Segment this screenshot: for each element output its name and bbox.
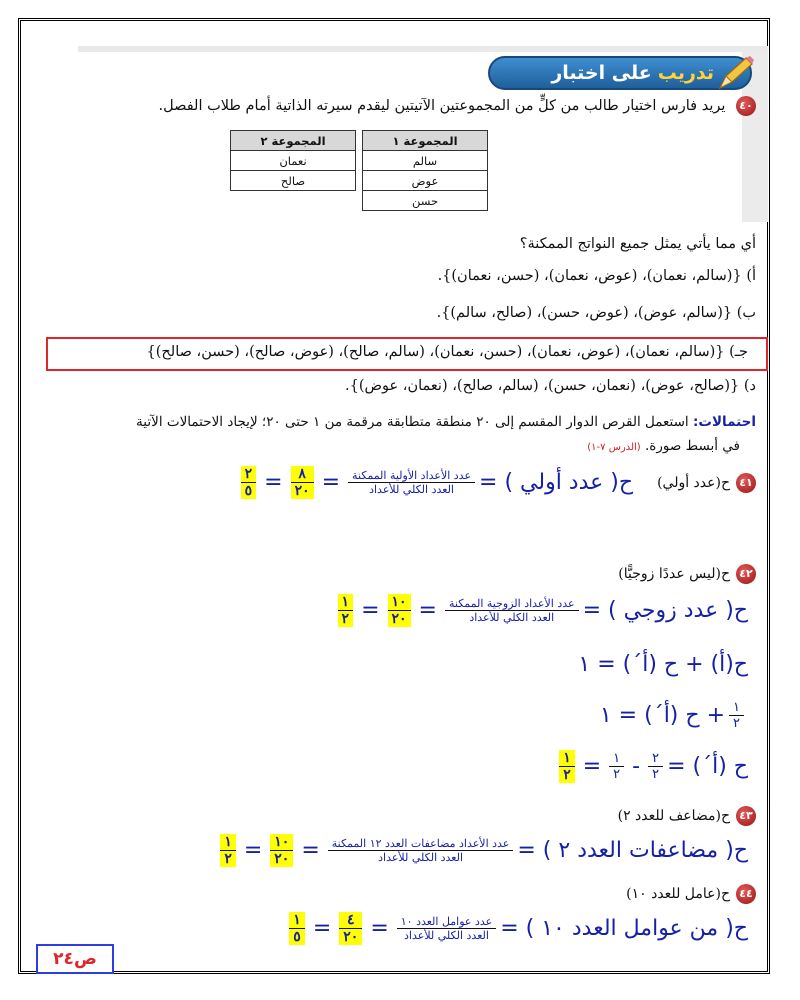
group2-table — [230, 130, 356, 191]
q41-label: ح(عدد أولي) — [657, 474, 730, 491]
q44-label: ح(عامل للعدد ١٠) — [626, 886, 730, 902]
fraction-numerator: ١ — [289, 912, 305, 929]
fraction-denominator: ٥ — [293, 929, 301, 945]
fraction-denominator: ٢٠ — [294, 483, 310, 499]
banner-rest: على اختبار — [551, 62, 652, 84]
q44-word-fraction — [397, 915, 496, 942]
q42-fraction-a — [388, 594, 411, 627]
fraction-numerator: عدد الأعداد الزوجية الممكنة — [445, 597, 579, 611]
equals-sign: = — [243, 838, 263, 863]
q42-label: ح(ليس عددًا زوجيًّا) — [618, 566, 730, 582]
fraction-numerator: ٤ — [339, 912, 362, 929]
fraction-denominator: ٥ — [244, 483, 253, 499]
q42-half-fraction — [729, 700, 744, 731]
fraction-denominator: ٢ — [224, 851, 232, 867]
fraction-numerator: ١ — [338, 594, 354, 611]
group1-cell: عوض — [363, 171, 488, 191]
fraction-numerator: عدد الأعداد الأولية الممكنة — [348, 469, 475, 483]
choice-text: {(سالم، عوض)، (عوض، حسن)، (صالح، سالم)}. — [436, 305, 733, 321]
q41-row — [237, 466, 756, 499]
fraction-denominator: العدد الكلي للأعداد — [404, 929, 489, 942]
q42-row4 — [555, 750, 748, 783]
q43-lhs: ح( مضاعفات العدد ٢ ) = — [517, 838, 748, 863]
q41-number: ٤١ — [736, 473, 756, 493]
fraction-denominator: ٢ — [341, 611, 350, 627]
q42-row1 — [334, 594, 748, 627]
choice-text: {(سالم، نعمان)، (عوض، نعمان)، (حسن، نعمان)}. — [437, 268, 742, 284]
q42-line4: ح (أ´) = — [667, 754, 748, 779]
page-number: ص٢٤ — [36, 944, 114, 974]
group1-header: المجموعة ١ — [363, 131, 488, 151]
equals-sign: = — [582, 754, 602, 779]
q43-fraction-a — [270, 834, 293, 867]
group1-cell: سالم — [363, 151, 488, 171]
fraction-denominator: ٢٠ — [274, 851, 290, 867]
q41-lhs: ح( عدد أولي ) = — [479, 470, 634, 495]
prob-title: احتمالات: — [692, 414, 756, 430]
q40-number: ٤٠ — [736, 96, 756, 116]
prob-intro-2 — [587, 438, 740, 454]
q41-word-fraction — [348, 469, 475, 496]
choice-label: ب) — [736, 305, 756, 321]
q42-line3: + ح (أ´) = ١ — [599, 703, 726, 728]
q42-row3 — [600, 700, 748, 731]
q40-line — [159, 96, 756, 116]
fraction-numerator: ١ — [559, 750, 575, 767]
fraction-denominator: ٢ — [563, 767, 571, 783]
q43-label: ح(مضاعف للعدد ٢) — [617, 808, 730, 824]
q40-text: يريد فارس اختيار طالب من كلٍّ من المجموعتين الآتيتين ليقدم سيرته الذاتية أمام طلاب الفصل. — [158, 98, 726, 114]
equals-sign: = — [361, 598, 380, 623]
q44-row — [285, 912, 748, 945]
choice-text: {(صالح، عوض)، (نعمان، حسن)، (سالم، صالح)، (نعمان، عوض)}. — [345, 378, 740, 394]
group1-table — [362, 130, 488, 211]
q42-number: ٤٢ — [736, 564, 756, 584]
pencil-icon — [716, 54, 756, 92]
q44-header — [626, 884, 756, 904]
equals-sign: = — [312, 916, 332, 941]
choice-label: جـ) — [729, 344, 748, 360]
q42-fraction-c — [648, 751, 663, 782]
fraction-denominator: ٢٠ — [343, 929, 359, 945]
equals-sign: = — [264, 470, 283, 495]
minus-sign: - — [632, 754, 641, 779]
fraction-numerator: ٢ — [241, 466, 257, 483]
q44-fraction-b — [289, 912, 305, 945]
fraction-numerator: ٨ — [291, 466, 314, 483]
q41-fraction-a — [291, 466, 314, 499]
fraction-denominator: ٢٠ — [391, 611, 407, 627]
choice-c[interactable] — [147, 344, 748, 360]
group2-cell: صالح — [231, 171, 356, 191]
prob-text2: في أبسط صورة. — [645, 438, 740, 454]
choice-label: د) — [743, 378, 756, 394]
fraction-denominator: ٢ — [652, 767, 660, 782]
choice-label: أ) — [746, 268, 756, 284]
equals-sign: = — [370, 916, 389, 941]
q43-number: ٤٣ — [736, 806, 756, 826]
fraction-numerator: ١ — [609, 751, 624, 767]
fraction-numerator: عدد عوامل العدد ١٠ — [397, 915, 496, 929]
equals-sign: = — [418, 598, 437, 623]
lesson-ref: (الدرس ٧-١) — [587, 442, 641, 453]
q43-header — [618, 806, 756, 826]
question-line: أي مما يأتي يمثل جميع النواتج الممكنة؟ — [519, 236, 756, 252]
equals-sign: = — [301, 838, 320, 863]
prob-intro — [136, 414, 756, 430]
choice-a[interactable] — [438, 268, 756, 284]
fraction-denominator: العدد الكلي للأعداد — [469, 611, 555, 624]
fraction-numerator: ١٠ — [270, 834, 293, 851]
q43-row — [216, 834, 748, 867]
group1-cell: حسن — [363, 191, 488, 211]
fraction-denominator: العدد الكلي للأعداد — [369, 483, 454, 496]
fraction-numerator: ٢ — [648, 751, 663, 767]
equals-sign: = — [321, 470, 341, 495]
q42-fraction-e — [559, 750, 575, 783]
choice-b[interactable] — [437, 305, 756, 321]
q41-fraction-b — [241, 466, 257, 499]
q42-header — [618, 564, 756, 584]
fraction-denominator: ٢ — [733, 716, 740, 731]
practice-banner — [488, 56, 752, 90]
q42-lhs: ح( عدد زوجي ) = — [582, 598, 748, 623]
q42-row2 — [578, 652, 748, 677]
q42-line2: ح(أ) + ح (أ´) = ١ — [578, 652, 748, 677]
top-rule — [78, 46, 768, 52]
group2-cell: نعمان — [231, 151, 356, 171]
q44-fraction-a — [339, 912, 362, 945]
group2-header: المجموعة ٢ — [231, 131, 356, 151]
prob-text1: استعمل القرص الدوار المقسم إلى ٢٠ منطقة متطابقة مرقمة من ١ حتى ٢٠؛ لإيجاد الاحتمالات الآتية — [136, 414, 689, 430]
fraction-numerator: ١ — [220, 834, 236, 851]
q42-fraction-d — [609, 751, 624, 782]
choice-text: {(سالم، نعمان)، (عوض، نعمان)، (حسن، نعمان)، (سالم، صالح)، (عوض، صالح)، (حسن، صالح)} — [146, 344, 725, 360]
q42-word-fraction — [445, 597, 579, 624]
fraction-denominator: العدد الكلي للأعداد — [378, 851, 464, 864]
choice-d[interactable] — [345, 378, 756, 394]
q43-fraction-b — [220, 834, 236, 867]
fraction-numerator: ١٠ — [388, 594, 411, 611]
fraction-numerator: عدد الأعداد مضاعفات العدد ١٢ الممكنة — [328, 837, 514, 851]
q43-word-fraction — [328, 837, 514, 864]
fraction-numerator: ١ — [729, 700, 744, 716]
fraction-denominator: ٢ — [613, 767, 621, 782]
q44-number: ٤٤ — [736, 884, 756, 904]
banner-highlight: تدريب — [657, 62, 714, 84]
q44-lhs: ح( من عوامل العدد ١٠ ) = — [500, 916, 748, 941]
q42-fraction-b — [338, 594, 354, 627]
